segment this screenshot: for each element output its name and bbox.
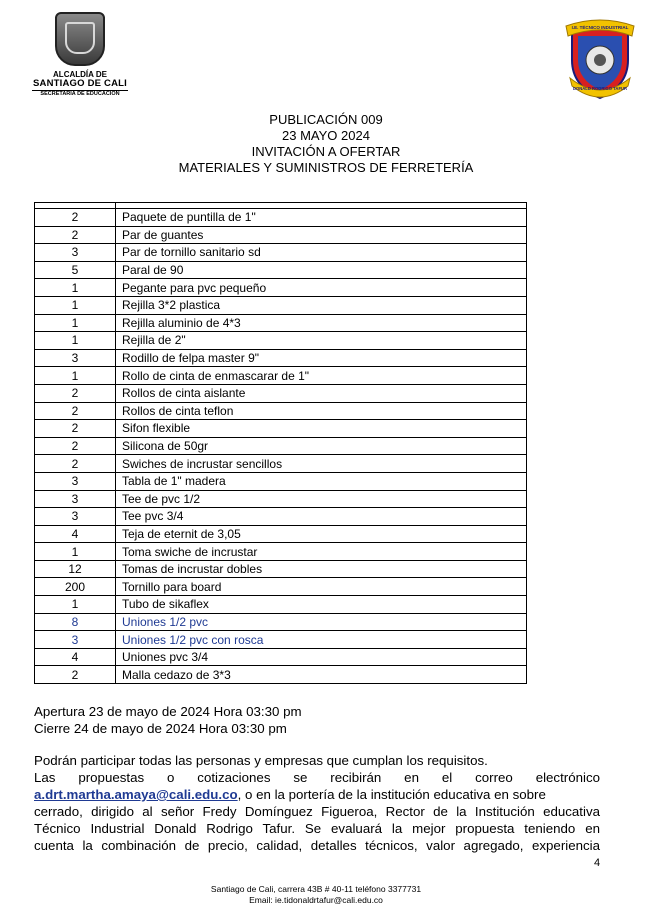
table-row xyxy=(35,455,527,473)
proposal-line-5: cuenta la combinación de precio, calidad, detalles técnicos, valor agregado, experiencia xyxy=(34,838,600,853)
description-cell: Tubo de sikaflex xyxy=(116,596,527,614)
proposal-line-2 xyxy=(34,787,600,804)
description-cell: Rollos de cinta teflon xyxy=(116,402,527,420)
quantity-cell: 2 xyxy=(35,402,116,420)
table-row xyxy=(35,613,527,631)
table-row xyxy=(35,508,527,526)
logo-line-1: ALCALDÍA DE xyxy=(53,70,107,79)
participation-note: Podrán participar todas las personas y empresas que cumplan los requisitos. xyxy=(34,753,488,768)
quantity-cell: 1 xyxy=(35,332,116,350)
description-cell: Rollos de cinta aislante xyxy=(116,384,527,402)
table-row xyxy=(35,560,527,578)
table-row xyxy=(35,314,527,332)
table-row xyxy=(35,490,527,508)
table-row xyxy=(35,279,527,297)
quantity-cell: 1 xyxy=(35,314,116,332)
logo-line-3: SECRETARÍA DE EDUCACIÓN xyxy=(40,91,120,97)
table-row xyxy=(35,209,527,227)
footer-address: Santiago de Cali, carrera 43B # 40-11 teléfono 3377731 xyxy=(210,884,422,894)
closing-date: Cierre 24 de mayo de 2024 Hora 03:30 pm xyxy=(34,721,287,736)
description-cell: Rollo de cinta de enmascarar de 1" xyxy=(116,367,527,385)
quantity-cell: 5 xyxy=(35,261,116,279)
table-row xyxy=(35,420,527,438)
description-cell: Tee pvc 3/4 xyxy=(116,508,527,526)
table-row xyxy=(35,525,527,543)
quantity-cell: 3 xyxy=(35,490,116,508)
table-row xyxy=(35,578,527,596)
proposal-line-4: Técnico Industrial Donald Rodrigo Tafur. Se evaluará la mejor propuesta teniendo en xyxy=(34,821,600,836)
description-cell: Rejilla de 2" xyxy=(116,332,527,350)
footer-email: Email: ie.tidonaldrtafur@cali.edu.co xyxy=(249,895,383,905)
table-row xyxy=(35,226,527,244)
description-cell: Par de tornillo sanitario sd xyxy=(116,244,527,262)
description-cell: Paral de 90 xyxy=(116,261,527,279)
description-cell: Toma swiche de incrustar xyxy=(116,543,527,561)
emblem-top-text: I.E. TÉCNICO INDUSTRIAL xyxy=(571,25,629,30)
school-emblem xyxy=(562,14,638,100)
description-cell: Pegante para pvc pequeño xyxy=(116,279,527,297)
table-row xyxy=(35,666,527,684)
description-cell: Tornillo para board xyxy=(116,578,527,596)
quantity-cell: 2 xyxy=(35,384,116,402)
table-row xyxy=(35,332,527,350)
description-cell: Uniones 1/2 pvc xyxy=(116,613,527,631)
quantity-cell: 2 xyxy=(35,226,116,244)
description-cell: Paquete de puntilla de 1" xyxy=(116,209,527,227)
table-row xyxy=(35,631,527,649)
quantity-cell: 2 xyxy=(35,455,116,473)
table-row xyxy=(35,244,527,262)
description-cell: Malla cedazo de 3*3 xyxy=(116,666,527,684)
materials-table xyxy=(34,202,527,684)
invitation-heading: INVITACIÓN A OFERTAR xyxy=(251,144,401,159)
table-row xyxy=(35,648,527,666)
logo-line-2: SANTIAGO DE CALI xyxy=(33,78,127,89)
description-cell: Swiches de incrustar sencillos xyxy=(116,455,527,473)
table-row xyxy=(35,543,527,561)
description-cell: Rejilla aluminio de 4*3 xyxy=(116,314,527,332)
proposal-line-2-text: , o en la portería de la institución educativa en sobre xyxy=(237,787,546,802)
description-cell: Tee de pvc 1/2 xyxy=(116,490,527,508)
city-crest-icon xyxy=(55,12,105,66)
quantity-cell: 2 xyxy=(35,209,116,227)
page-number: 4 xyxy=(594,857,601,869)
emblem-bottom-text: DONALD RODRIGO TAFUR xyxy=(572,86,628,91)
table-row xyxy=(35,596,527,614)
quantity-cell: 2 xyxy=(35,420,116,438)
description-cell: Tomas de incrustar dobles xyxy=(116,560,527,578)
description-cell: Uniones pvc 3/4 xyxy=(116,648,527,666)
description-cell: Rodillo de felpa master 9" xyxy=(116,349,527,367)
table-row xyxy=(35,384,527,402)
quantity-cell: 3 xyxy=(35,472,116,490)
quantity-cell: 2 xyxy=(35,437,116,455)
quantity-cell: 3 xyxy=(35,349,116,367)
description-cell: Uniones 1/2 pvc con rosca xyxy=(116,631,527,649)
table-row xyxy=(35,367,527,385)
quantity-cell: 1 xyxy=(35,279,116,297)
quantity-cell: 1 xyxy=(35,543,116,561)
proposal-line-1: Las propuestas o cotizaciones se recibirán en el correo electrónico xyxy=(34,770,600,785)
description-cell: Par de guantes xyxy=(116,226,527,244)
table-row xyxy=(35,349,527,367)
alcaldia-logo xyxy=(24,12,136,98)
quantity-cell: 1 xyxy=(35,296,116,314)
subject-heading: MATERIALES Y SUMINISTROS DE FERRETERÍA xyxy=(178,160,474,175)
quantity-cell: 200 xyxy=(35,578,116,596)
publication-title: PUBLICACIÓN 009 xyxy=(269,112,383,127)
publication-date: 23 MAYO 2024 xyxy=(282,128,370,143)
quantity-cell: 1 xyxy=(35,596,116,614)
quantity-cell: 8 xyxy=(35,613,116,631)
description-cell: Sifon flexible xyxy=(116,420,527,438)
table-row xyxy=(35,261,527,279)
description-cell: Teja de eternit de 3,05 xyxy=(116,525,527,543)
quantity-cell: 4 xyxy=(35,525,116,543)
proposal-line-3: cerrado, dirigido al señor Fredy Domínguez Figueroa, Rector de la Institución educativa xyxy=(34,804,600,819)
submission-email-link[interactable]: a.drt.martha.amaya@cali.edu.co xyxy=(34,787,238,802)
quantity-cell: 3 xyxy=(35,631,116,649)
quantity-cell: 1 xyxy=(35,367,116,385)
quantity-cell: 3 xyxy=(35,508,116,526)
opening-date: Apertura 23 de mayo de 2024 Hora 03:30 pm xyxy=(34,704,302,719)
quantity-cell: 3 xyxy=(35,244,116,262)
description-cell: Tabla de 1" madera xyxy=(116,472,527,490)
description-cell: Rejilla 3*2 plastica xyxy=(116,296,527,314)
description-cell: Silicona de 50gr xyxy=(116,437,527,455)
table-row xyxy=(35,402,527,420)
quantity-cell: 2 xyxy=(35,666,116,684)
quantity-cell: 4 xyxy=(35,648,116,666)
table-row xyxy=(35,437,527,455)
table-row xyxy=(35,472,527,490)
school-shield-icon xyxy=(562,14,638,100)
table-row xyxy=(35,296,527,314)
quantity-cell: 12 xyxy=(35,560,116,578)
